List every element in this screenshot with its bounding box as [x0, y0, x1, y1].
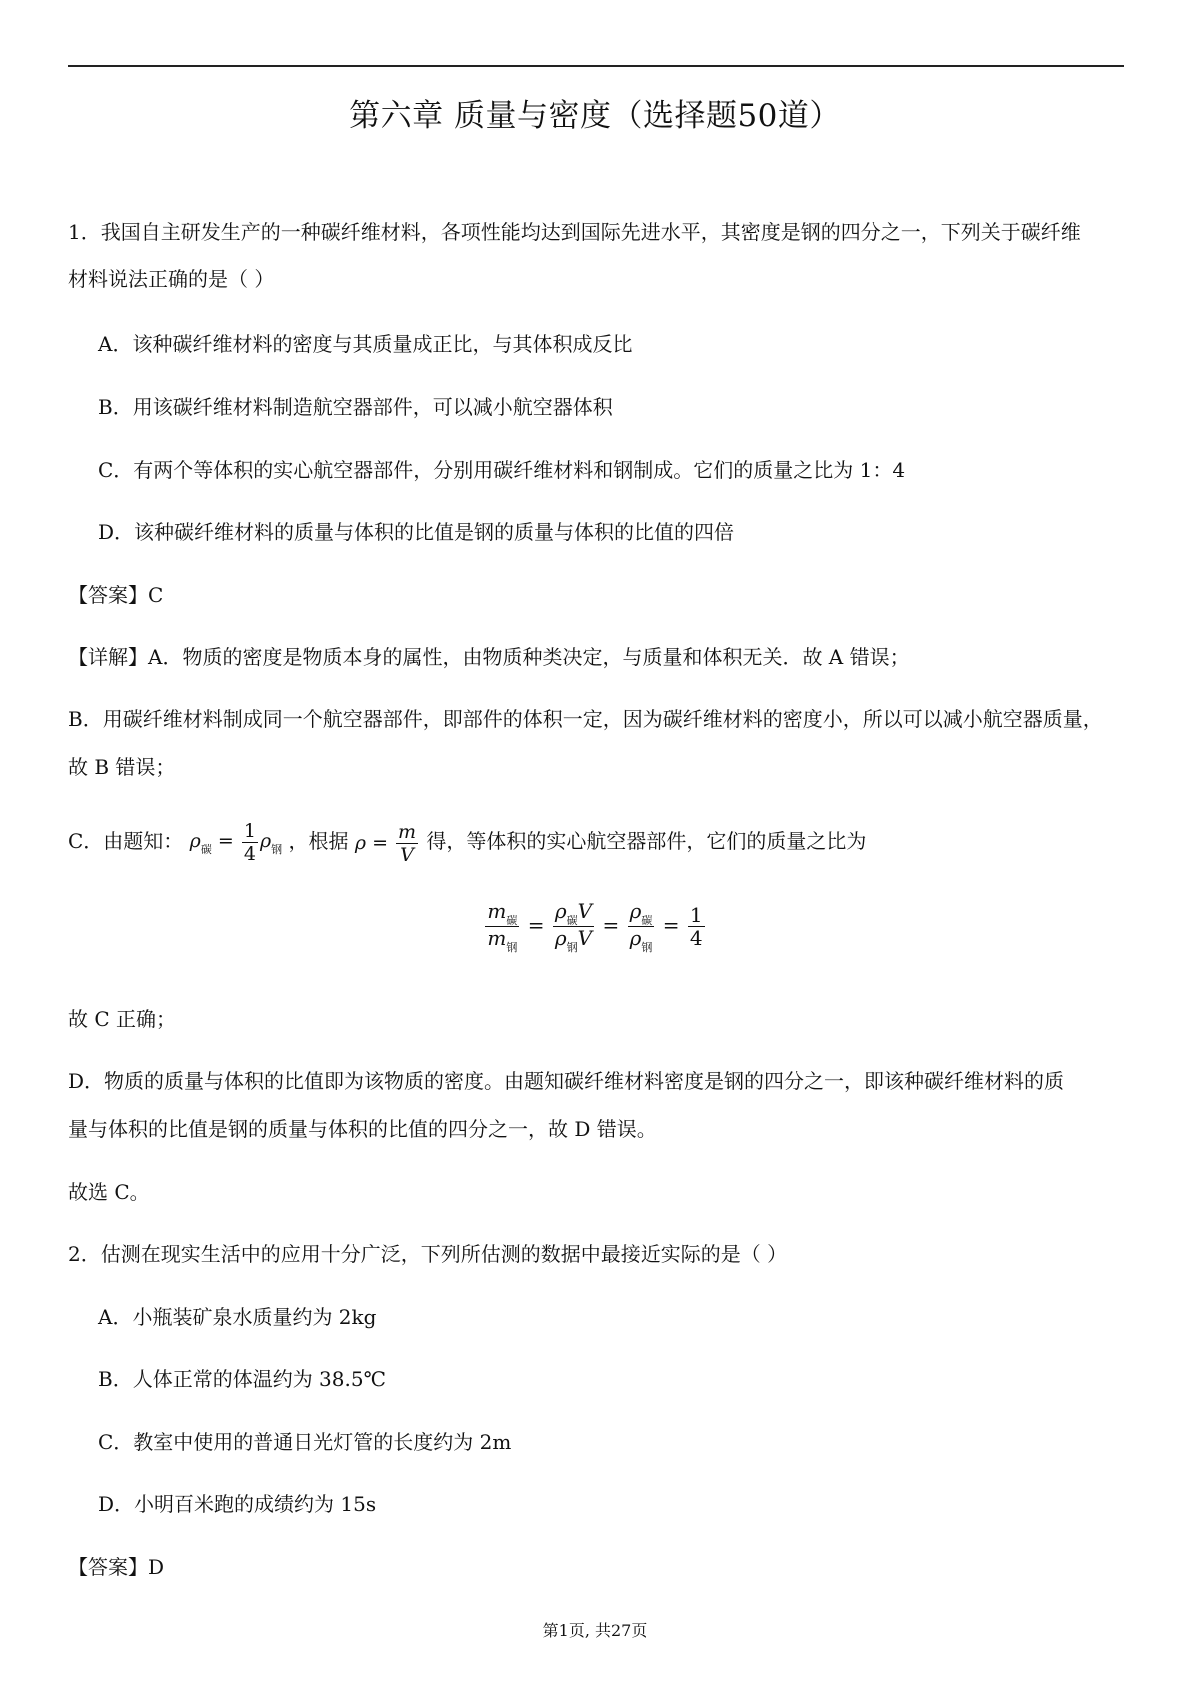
- q1-answer: 【答案】C: [68, 583, 164, 607]
- density-relation-formula: $\rho_碳$ = $\frac{1}{4}$ $\rho_钢$: [189, 819, 283, 865]
- q1-detail-c-line: [68, 813, 866, 872]
- q1-stem-line2: 材料说法正确的是（ ）: [68, 267, 275, 291]
- q1-detail-b-line2: 故 B 错误；: [68, 755, 176, 779]
- density-definition-formula: ρ = $\frac{m}{V}$: [354, 821, 417, 866]
- detail-c-mid: ，根据: [288, 829, 349, 853]
- q2-answer: 【答案】D: [68, 1555, 165, 1579]
- q2-option-a: A．小瓶装矿泉水质量约为 2kg: [98, 1305, 377, 1329]
- q1-option-b: B．用该碳纤维材料制造航空器部件，可以减小航空器体积: [98, 395, 613, 419]
- detail-c-suffix: 得，等体积的实心航空器部件，它们的质量之比为: [426, 829, 867, 853]
- q1-detail-c-conclusion: 故 C 正确；: [68, 1007, 177, 1031]
- q2-option-c: C．教室中使用的普通日光灯管的长度约为 2m: [98, 1430, 512, 1454]
- q1-conclusion: 故选 C。: [68, 1180, 150, 1204]
- header-rule: [68, 65, 1124, 67]
- q1-detail-d-line1: D．物质的质量与体积的比值即为该物质的密度。由题知碳纤维材料密度是钢的四分之一，即该种碳纤维材料的质: [68, 1069, 1065, 1093]
- page-number: 第1页, 共27页: [542, 1621, 648, 1640]
- q1-option-d: D．该种碳纤维材料的质量与体积的比值是钢的质量与体积的比值的四倍: [98, 520, 735, 544]
- q1-option-a: A．该种碳纤维材料的密度与其质量成正比，与其体积成反比: [98, 332, 633, 356]
- q1-stem-line1: 1．我国自主研发生产的一种碳纤维材料，各项性能均达到国际先进水平，其密度是钢的四分之一，下列关于碳纤维: [68, 220, 1081, 244]
- q1-detail-b-line1: B．用碳纤维材料制成同一个航空器部件，即部件的体积一定，因为碳纤维材料的密度小，所以可以减小航空器质量，: [68, 707, 1103, 731]
- q2-stem: 2．估测在现实生活中的应用十分广泛，下列所估测的数据中最接近实际的是（ ）: [68, 1242, 788, 1266]
- q1-option-c: C．有两个等体积的实心航空器部件，分别用碳纤维材料和钢制成。它们的质量之比为 1：4: [98, 458, 906, 482]
- q1-detail-a: 【详解】A．物质的密度是物质本身的属性，由物质种类决定，与质量和体积无关．故 A 错误；: [68, 645, 910, 669]
- q2-option-d: D．小明百米跑的成绩约为 15s: [98, 1492, 377, 1516]
- detail-c-prefix: C．由题知：: [68, 829, 184, 853]
- q2-option-b: B．人体正常的体温约为 38.5℃: [98, 1367, 386, 1391]
- page-title: 第六章 质量与密度（选择题50道）: [349, 98, 841, 134]
- mass-ratio-equation: $\frac{m_碳}{m_钢}$ = $\frac{\rho_碳V}{\rho_钢V}$ = $\frac{\rho_碳}{\rho_钢}$ = $\frac{1}{4}$: [487, 899, 703, 954]
- q1-detail-d-line2: 量与体积的比值是钢的质量与体积的比值的四分之一，故 D 错误。: [68, 1117, 657, 1141]
